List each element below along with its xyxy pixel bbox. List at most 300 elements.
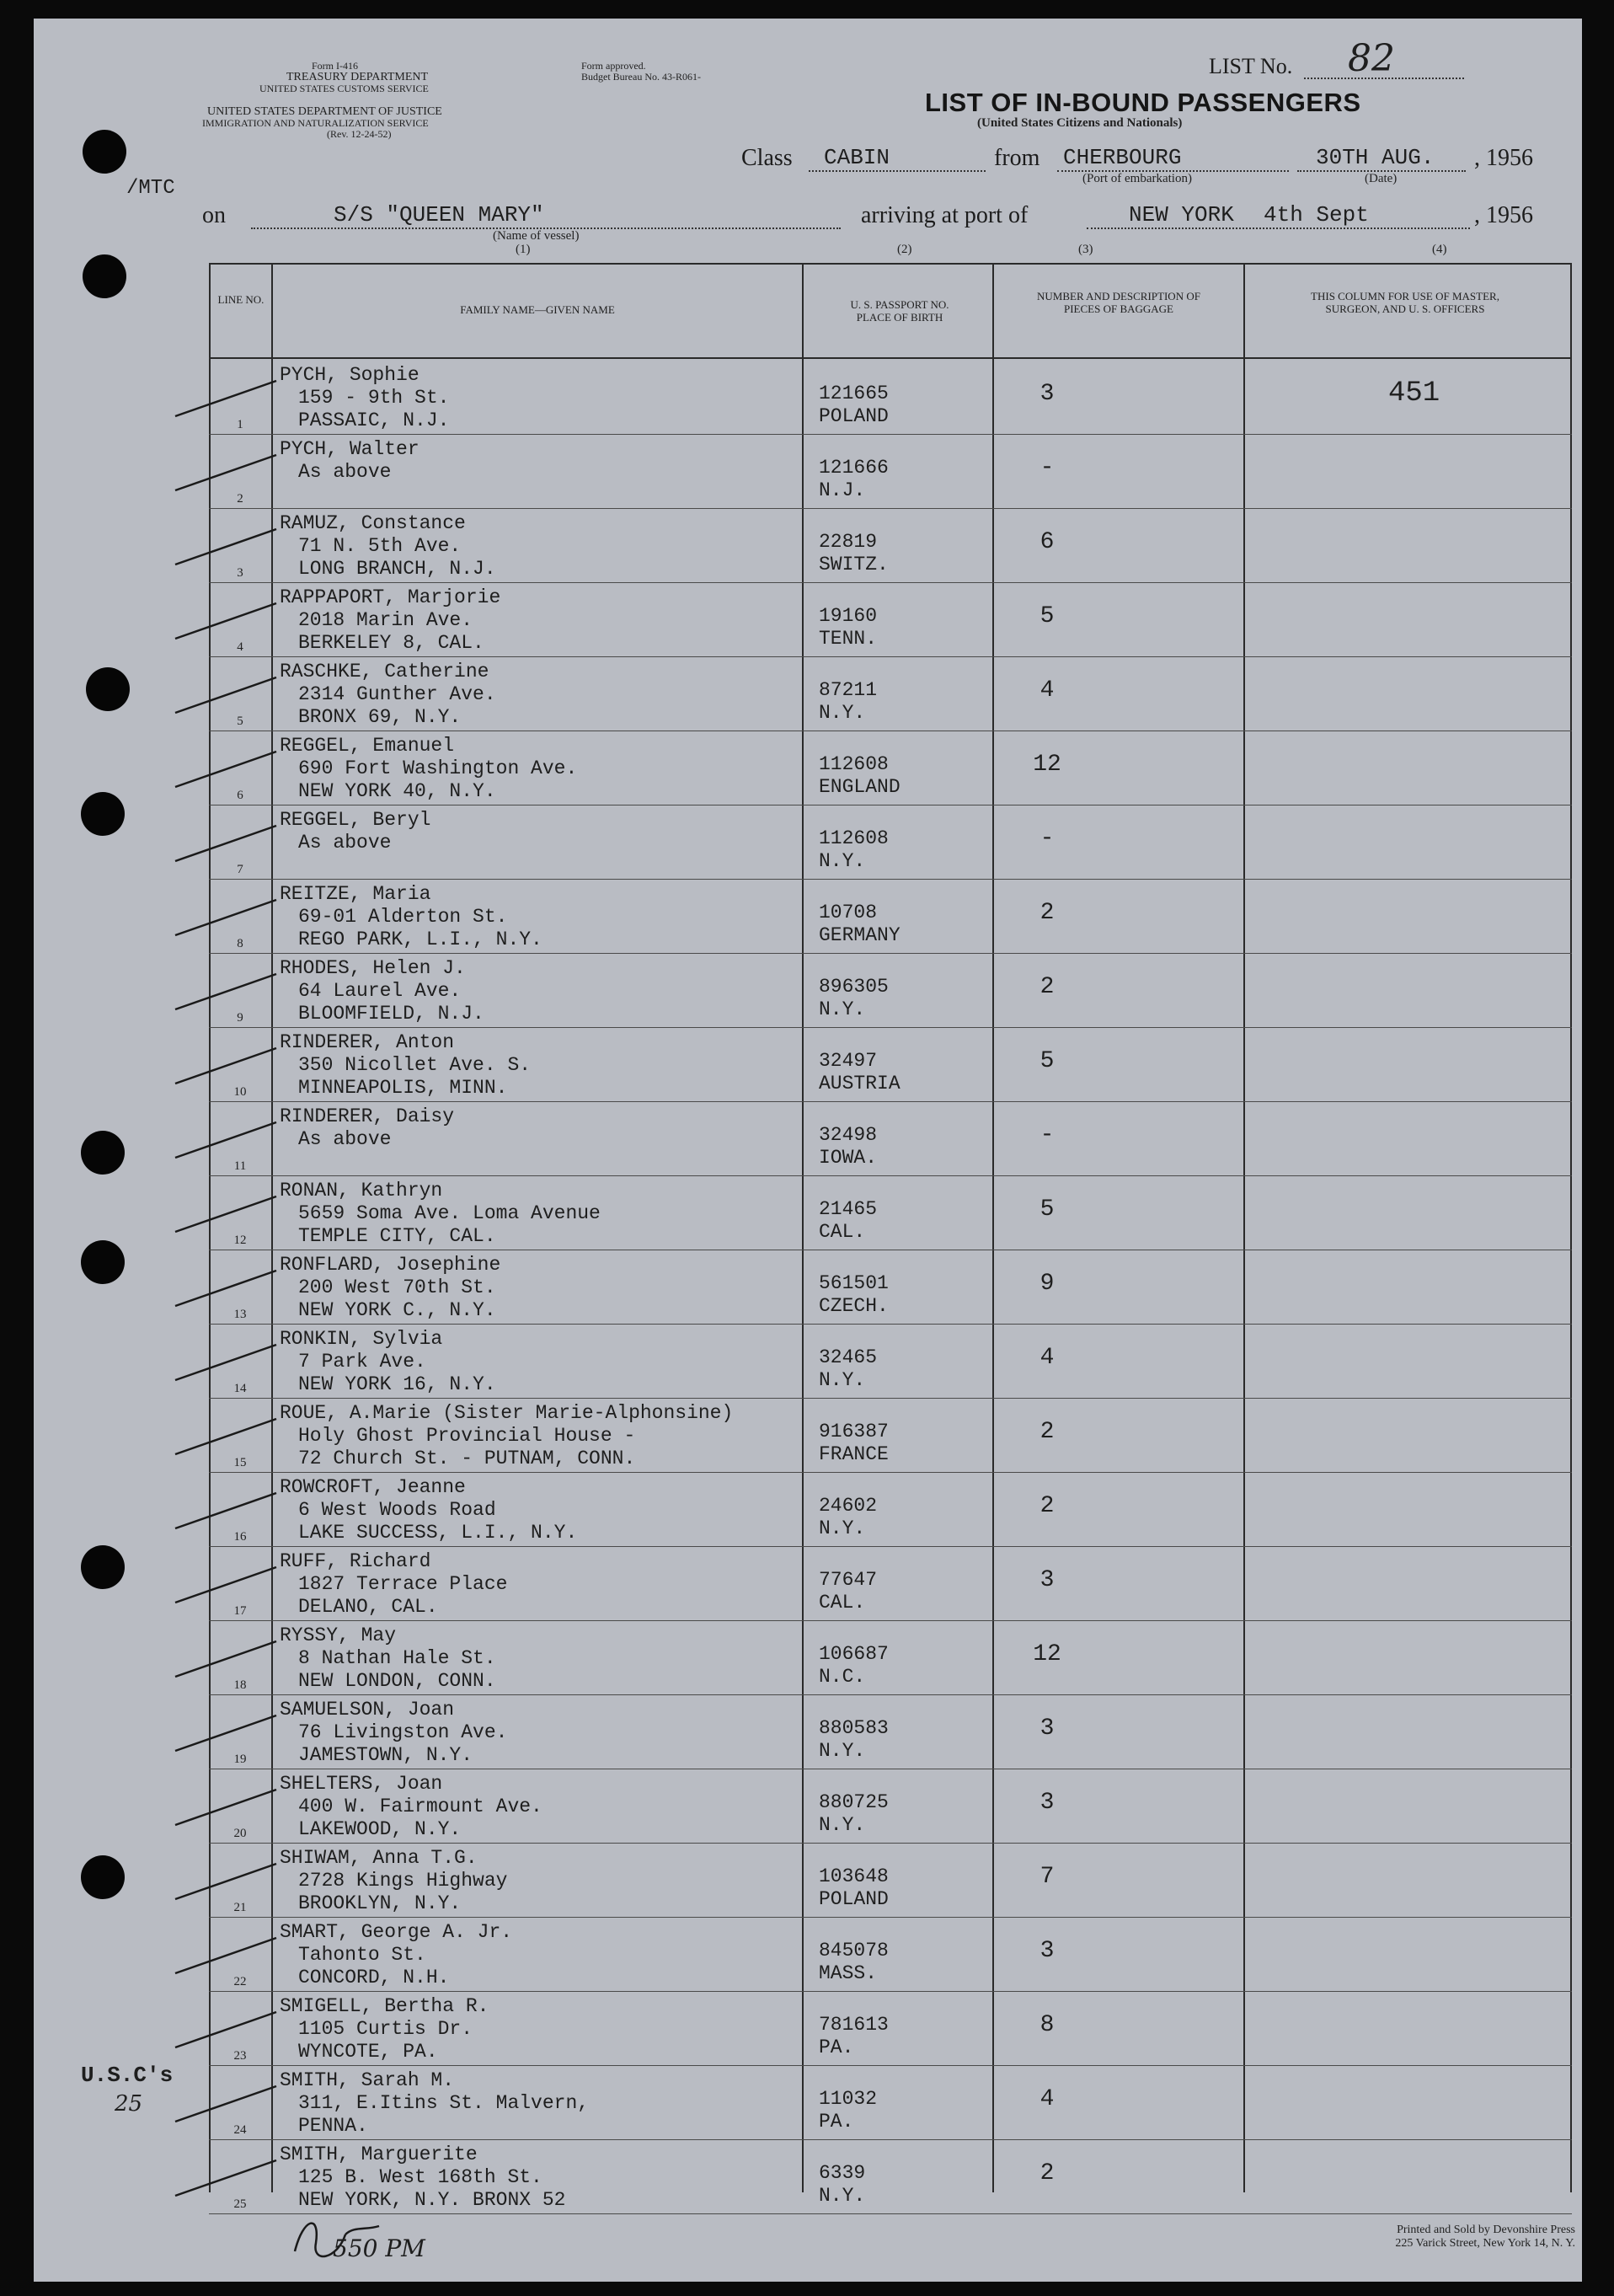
address-line-2: DELANO, CAL.	[298, 1596, 438, 1618]
passenger-entry	[280, 1402, 733, 1470]
officer-note: 451	[1388, 377, 1440, 409]
vessel-name: S/S "QUEEN MARY"	[334, 202, 544, 227]
address-line-1: 200 West 70th St.	[298, 1276, 496, 1298]
passenger-name: SHELTERS, Joan	[280, 1773, 443, 1795]
passenger-name: ROWCROFT, Jeanne	[280, 1476, 466, 1498]
header-line-no: LINE NO.	[217, 293, 265, 306]
passenger-name: SMITH, Sarah M.	[280, 2069, 455, 2091]
embark-year: , 1956	[1474, 145, 1533, 171]
table-row	[209, 2140, 1572, 2214]
address-line-1: 64 Laurel Ave.	[298, 980, 462, 1002]
header-divider	[209, 357, 1572, 359]
passenger-name: RONAN, Kathryn	[280, 1180, 443, 1202]
address-line-1: 350 Nicollet Ave. S.	[298, 1054, 532, 1076]
passenger-entry	[280, 661, 496, 729]
table-row	[209, 880, 1572, 954]
passport-number: 112608	[819, 753, 889, 775]
passenger-entry	[280, 1550, 507, 1619]
passenger-name: ROUE, A.Marie (Sister Marie-Alphonsine)	[280, 1402, 734, 1424]
passport-entry	[819, 1346, 877, 1392]
passport-entry	[819, 1717, 889, 1763]
place-of-birth: N.Y.	[819, 702, 866, 724]
line-number: 3	[237, 566, 243, 580]
department-of-justice: UNITED STATES DEPARTMENT OF JUSTICE	[207, 105, 442, 118]
place-of-birth: N.Y.	[819, 1814, 866, 1836]
baggage-count: 2	[1039, 2160, 1055, 2186]
table-row	[209, 1547, 1572, 1621]
baggage-count: 4	[1039, 1345, 1055, 1371]
table-row	[209, 1102, 1572, 1176]
document-sheet	[34, 19, 1582, 2282]
place-of-birth: FRANCE	[819, 1443, 889, 1465]
passenger-name: RYSSY, May	[280, 1624, 397, 1646]
address-line-1: Tahonto St.	[298, 1944, 426, 1966]
passenger-table	[209, 263, 1572, 2211]
address-line-1: As above	[298, 1128, 392, 1150]
row-divider	[209, 2213, 1572, 2214]
passport-number: 32465	[819, 1346, 878, 1368]
punch-hole	[86, 667, 130, 711]
baggage-count: 4	[1039, 2086, 1055, 2112]
address-line-2: TEMPLE CITY, CAL.	[298, 1225, 496, 1247]
baggage-count: 2	[1039, 1419, 1055, 1445]
passport-number: 32497	[819, 1050, 878, 1072]
line-number: 9	[237, 1011, 243, 1025]
passenger-name: RINDERER, Daisy	[280, 1105, 455, 1127]
address-line-2: CONCORD, N.H.	[298, 1967, 450, 1988]
baggage-count: -	[1039, 826, 1055, 852]
customs-service: UNITED STATES CUSTOMS SERVICE	[259, 83, 429, 94]
table-row	[209, 1621, 1572, 1695]
table-row	[209, 435, 1572, 509]
passport-entry	[819, 383, 889, 428]
passport-entry	[819, 1198, 877, 1244]
passport-number: 6339	[819, 2162, 866, 2184]
place-of-birth: GERMANY	[819, 924, 901, 946]
passenger-entry	[280, 1105, 454, 1151]
address-line-2: BRONX 69, N.Y.	[298, 706, 462, 728]
line-number: 17	[233, 1604, 247, 1618]
passenger-entry	[280, 2069, 589, 2138]
passport-entry	[819, 1940, 889, 1985]
punch-hole	[81, 1131, 125, 1175]
passport-number: 845078	[819, 1940, 889, 1962]
passport-entry	[819, 679, 877, 725]
line-number: 23	[233, 2049, 247, 2063]
address-line-2: MINNEAPOLIS, MINN.	[298, 1077, 508, 1099]
baggage-count: 7	[1039, 1864, 1055, 1890]
form-approved: Form approved.	[581, 60, 646, 72]
punch-hole	[81, 1545, 125, 1589]
passport-number: 103648	[819, 1865, 889, 1887]
passport-entry	[819, 1495, 877, 1540]
passport-entry	[819, 457, 889, 502]
line-number: 8	[237, 937, 243, 950]
address-line-1: Holy Ghost Provincial House -	[298, 1425, 636, 1447]
passenger-entry	[280, 586, 500, 655]
passport-number: 880583	[819, 1717, 889, 1739]
immigration-service: IMMIGRATION AND NATURALIZATION SERVICE	[202, 117, 429, 129]
passport-number: 106687	[819, 1643, 889, 1665]
line-number: 13	[233, 1308, 247, 1321]
address-line-1: 2018 Marin Ave.	[298, 609, 473, 631]
passenger-name: RAPPAPORT, Marjorie	[280, 586, 501, 608]
on-label: on	[202, 202, 226, 228]
line-number: 19	[233, 1753, 247, 1766]
side-note-number: 25	[115, 2091, 143, 2117]
passport-entry	[819, 2014, 889, 2059]
passenger-name: REGGEL, Emanuel	[280, 735, 455, 757]
port-embark-caption: (Port of embarkation)	[1082, 172, 1192, 185]
date-caption: (Date)	[1365, 172, 1398, 185]
list-number: 82	[1348, 37, 1395, 80]
passenger-name: PYCH, Walter	[280, 438, 420, 460]
table-row	[209, 583, 1572, 657]
passenger-name: RINDERER, Anton	[280, 1031, 455, 1053]
passenger-entry	[280, 1847, 507, 1915]
table-row	[209, 1769, 1572, 1844]
passport-number: 121665	[819, 383, 889, 404]
class-value: CABIN	[824, 145, 890, 170]
passport-entry	[819, 1050, 901, 1095]
baggage-count: 2	[1039, 974, 1055, 1000]
arrival-year: , 1956	[1474, 202, 1533, 228]
passport-number: 19160	[819, 605, 878, 627]
col-ref-4: (4)	[1432, 243, 1447, 256]
punch-hole	[83, 254, 126, 298]
baggage-count: 5	[1039, 1196, 1055, 1223]
from-label: from	[994, 145, 1040, 171]
address-line-1: 69-01 Alderton St.	[298, 906, 508, 928]
passenger-entry	[280, 1699, 507, 1767]
address-line-2: LAKEWOOD, N.Y.	[298, 1818, 462, 1840]
line-number: 7	[237, 863, 243, 876]
address-line-1: 2314 Gunther Ave.	[298, 683, 496, 705]
passenger-entry	[280, 883, 542, 951]
punch-hole	[83, 130, 126, 174]
passport-number: 561501	[819, 1272, 889, 1294]
passport-entry	[819, 1569, 877, 1614]
col-ref-2: (2)	[897, 243, 912, 256]
address-line-1: As above	[298, 461, 392, 483]
line-number: 10	[233, 1085, 247, 1099]
passenger-entry	[280, 1031, 531, 1100]
passenger-name: RAMUZ, Constance	[280, 512, 466, 534]
punch-hole	[81, 792, 125, 836]
passport-entry	[819, 902, 901, 947]
place-of-birth: PA.	[819, 2111, 854, 2133]
passenger-entry	[280, 1773, 542, 1841]
passport-entry	[819, 2088, 877, 2133]
passport-entry	[819, 1124, 877, 1169]
address-line-1: 690 Fort Washington Ave.	[298, 757, 578, 779]
address-line-2: JAMESTOWN, N.Y.	[298, 1744, 473, 1766]
passenger-name: PYCH, Sophie	[280, 364, 420, 386]
address-line-1: 1827 Terrace Place	[298, 1573, 508, 1595]
passenger-entry	[280, 1328, 496, 1396]
table-row	[209, 1399, 1572, 1473]
place-of-birth: MASS.	[819, 1962, 878, 1984]
passenger-name: RASCHKE, Catherine	[280, 661, 489, 682]
margin-note: /MTC	[126, 177, 175, 200]
place-of-birth: N.Y.	[819, 1517, 866, 1539]
place-of-birth: IOWA.	[819, 1147, 878, 1169]
place-of-birth: SWITZ.	[819, 554, 889, 575]
table-row	[209, 731, 1572, 805]
line-number: 5	[237, 714, 243, 728]
line-number: 11	[233, 1159, 247, 1173]
baggage-count: 9	[1039, 1271, 1055, 1297]
address-line-1: 5659 Soma Ave. Loma Avenue	[298, 1202, 601, 1224]
form-subtitle: (United States Citizens and Nationals)	[977, 116, 1183, 130]
line-number: 16	[233, 1530, 247, 1544]
arrival-underline	[1087, 227, 1470, 229]
place-of-birth: N.J.	[819, 479, 866, 501]
address-line-2: BERKELEY 8, CAL.	[298, 632, 484, 654]
address-line-1: 7 Park Ave.	[298, 1351, 426, 1373]
line-number: 12	[233, 1234, 247, 1247]
passenger-entry	[280, 1476, 577, 1544]
baggage-count: 6	[1039, 529, 1055, 555]
line-number: 1	[237, 418, 243, 431]
address-line-1: As above	[298, 832, 392, 854]
table-row	[209, 1918, 1572, 1992]
passport-number: 121666	[819, 457, 889, 479]
passport-entry	[819, 605, 877, 650]
class-label: Class	[741, 145, 793, 171]
address-line-2: 72 Church St. - PUTNAM, CONN.	[298, 1448, 636, 1469]
passport-number: 781613	[819, 2014, 889, 2036]
place-of-birth: N.Y.	[819, 2185, 866, 2207]
place-of-birth: ENGLAND	[819, 776, 901, 798]
address-line-2: WYNCOTE, PA.	[298, 2041, 438, 2063]
table-row	[209, 657, 1572, 731]
table-border-top	[209, 263, 1572, 265]
port-of-embarkation: CHERBOURG	[1063, 145, 1182, 170]
line-number: 6	[237, 789, 243, 802]
line-number: 4	[237, 640, 243, 654]
address-line-2: NEW YORK C., N.Y.	[298, 1299, 496, 1321]
passport-entry	[819, 2162, 865, 2208]
passenger-name: REGGEL, Beryl	[280, 809, 431, 831]
passenger-entry	[280, 512, 496, 581]
passenger-name: RHODES, Helen J.	[280, 957, 466, 979]
address-line-1: 311, E.Itins St. Malvern,	[298, 2092, 590, 2114]
passport-number: 916387	[819, 1421, 889, 1442]
passenger-entry	[280, 1254, 500, 1322]
passport-number: 24602	[819, 1495, 878, 1517]
place-of-birth: N.Y.	[819, 850, 866, 872]
address-line-2: NEW YORK 16, N.Y.	[298, 1373, 496, 1395]
form-number: Form I-416	[312, 60, 358, 72]
passenger-name: RONFLARD, Josephine	[280, 1254, 501, 1276]
address-line-1: 6 West Woods Road	[298, 1499, 496, 1521]
passport-number: 880725	[819, 1791, 889, 1813]
passport-entry	[819, 1272, 889, 1318]
place-of-birth: N.Y.	[819, 1740, 866, 1762]
address-line-2: BLOOMFIELD, N.J.	[298, 1003, 484, 1025]
address-line-2: PASSAIC, N.J.	[298, 409, 450, 431]
printer-credit-1: Printed and Sold by Devonshire Press	[1397, 2224, 1575, 2236]
address-line-2: NEW LONDON, CONN.	[298, 1670, 496, 1692]
baggage-count: -	[1039, 1122, 1055, 1148]
punch-hole	[81, 1240, 125, 1284]
address-line-2: NEW YORK 40, N.Y.	[298, 780, 496, 802]
place-of-birth: N.Y.	[819, 1369, 866, 1391]
passenger-name: SMIGELL, Bertha R.	[280, 1995, 489, 2017]
passport-entry	[819, 1865, 889, 1911]
baggage-count: 4	[1039, 677, 1055, 704]
passport-number: 77647	[819, 1569, 878, 1591]
place-of-birth: PA.	[819, 2036, 854, 2058]
class-underline	[809, 170, 986, 172]
address-line-1: 8 Nathan Hale St.	[298, 1647, 496, 1669]
address-line-1: 76 Livingston Ave.	[298, 1721, 508, 1743]
table-row	[209, 1473, 1572, 1547]
baggage-count: 3	[1039, 1790, 1055, 1816]
place-of-birth: N.Y.	[819, 998, 866, 1020]
passport-entry	[819, 1421, 889, 1466]
address-line-2: NEW YORK, N.Y. BRONX 52	[298, 2189, 566, 2211]
table-row	[209, 1695, 1572, 1769]
punch-hole	[81, 1855, 125, 1899]
table-row	[209, 1325, 1572, 1399]
passenger-entry	[280, 1624, 496, 1693]
list-number-label: LIST No.	[1209, 54, 1293, 78]
address-line-1: 1105 Curtis Dr.	[298, 2018, 473, 2040]
arrival-port: NEW YORK	[1129, 202, 1234, 227]
passport-number: 22819	[819, 531, 878, 553]
table-row	[209, 1844, 1572, 1918]
table-row	[209, 1250, 1572, 1325]
passport-number: 11032	[819, 2088, 878, 2110]
place-of-birth: POLAND	[819, 1888, 889, 1910]
passenger-entry	[280, 1995, 489, 2063]
passport-number: 896305	[819, 976, 889, 998]
passenger-name: REITZE, Maria	[280, 883, 431, 905]
arrival-date: 4th Sept	[1264, 202, 1369, 227]
treasury-department: TREASURY DEPARTMENT	[286, 71, 429, 83]
passport-number: 21465	[819, 1198, 878, 1220]
passenger-entry	[280, 1180, 601, 1248]
passport-entry	[819, 1643, 889, 1689]
table-row	[209, 509, 1572, 583]
baggage-count: 12	[1033, 1641, 1061, 1667]
address-line-2: REGO PARK, L.I., N.Y.	[298, 929, 542, 950]
signature: 550 PM	[333, 2234, 425, 2262]
baggage-count: 2	[1039, 900, 1055, 926]
address-line-1: 159 - 9th St.	[298, 387, 450, 409]
line-number: 21	[233, 1901, 247, 1914]
line-number: 15	[233, 1456, 247, 1469]
passenger-name: SMART, George A. Jr.	[280, 1921, 513, 1943]
header-name: FAMILY NAME—GIVEN NAME	[460, 303, 615, 316]
place-of-birth: N.C.	[819, 1666, 866, 1688]
passport-number: 32498	[819, 1124, 878, 1146]
vessel-caption: (Name of vessel)	[493, 229, 580, 243]
baggage-count: 3	[1039, 1938, 1055, 1964]
passport-entry	[819, 531, 889, 576]
passenger-name: RONKIN, Sylvia	[280, 1328, 443, 1350]
table-row	[209, 1992, 1572, 2066]
baggage-count: -	[1039, 455, 1055, 481]
passport-entry	[819, 753, 901, 799]
baggage-count: 2	[1039, 1493, 1055, 1519]
baggage-count: 8	[1039, 2012, 1055, 2038]
header-baggage: NUMBER AND DESCRIPTION OF PIECES OF BAGGAGE	[1037, 290, 1200, 315]
table-row	[209, 1176, 1572, 1250]
address-line-1: 2728 Kings Highway	[298, 1870, 508, 1892]
place-of-birth: CZECH.	[819, 1295, 889, 1317]
passenger-name: SAMUELSON, Joan	[280, 1699, 455, 1721]
baggage-count: 3	[1039, 1567, 1055, 1593]
passenger-entry	[280, 809, 430, 854]
col-ref-1: (1)	[516, 243, 531, 256]
passenger-entry	[280, 957, 484, 1025]
col-ref-3: (3)	[1078, 243, 1093, 256]
line-number: 22	[233, 1975, 247, 1988]
passport-entry	[819, 1791, 889, 1837]
line-number: 20	[233, 1827, 247, 1840]
passenger-entry	[280, 438, 420, 484]
printer-credit-2: 225 Varick Street, New York 14, N. Y.	[1395, 2237, 1575, 2250]
line-number: 25	[233, 2197, 247, 2211]
passenger-name: SMITH, Marguerite	[280, 2143, 478, 2165]
place-of-birth: CAL.	[819, 1592, 866, 1614]
address-line-2: BROOKLYN, N.Y.	[298, 1892, 462, 1914]
address-line-1: 71 N. 5th Ave.	[298, 535, 462, 557]
budget-bureau: Budget Bureau No. 43-R061-	[581, 71, 701, 83]
passport-entry	[819, 827, 889, 873]
line-number: 24	[233, 2123, 247, 2137]
place-of-birth: CAL.	[819, 1221, 866, 1243]
passport-number: 112608	[819, 827, 889, 849]
table-row	[209, 954, 1572, 1028]
passenger-name: RUFF, Richard	[280, 1550, 431, 1572]
baggage-count: 12	[1033, 752, 1061, 778]
line-number: 14	[233, 1382, 247, 1395]
baggage-count: 3	[1039, 1715, 1055, 1742]
baggage-count: 5	[1039, 603, 1055, 629]
header-officers: THIS COLUMN FOR USE OF MASTER, SURGEON, AND U. S. OFFICERS	[1311, 290, 1499, 315]
passenger-name: SHIWAM, Anna T.G.	[280, 1847, 478, 1869]
passenger-entry	[280, 735, 577, 803]
address-line-1: 125 B. West 168th St.	[298, 2166, 542, 2188]
table-row	[209, 1028, 1572, 1102]
place-of-birth: AUSTRIA	[819, 1073, 901, 1094]
form-title: LIST OF IN-BOUND PASSENGERS	[925, 88, 1361, 117]
table-row	[209, 2066, 1572, 2140]
baggage-count: 5	[1039, 1048, 1055, 1074]
address-line-2: LAKE SUCCESS, L.I., N.Y.	[298, 1522, 578, 1544]
side-note: U.S.C's	[81, 2063, 174, 2088]
line-number: 2	[237, 492, 243, 506]
passenger-entry	[280, 1921, 512, 1989]
address-line-2: PENNA.	[298, 2115, 368, 2137]
table-row	[209, 805, 1572, 880]
passenger-entry	[280, 364, 449, 432]
address-line-2: LONG BRANCH, N.J.	[298, 558, 496, 580]
passenger-entry	[280, 2143, 565, 2212]
place-of-birth: POLAND	[819, 405, 889, 427]
baggage-count: 3	[1039, 381, 1055, 407]
passport-number: 10708	[819, 902, 878, 923]
passport-number: 87211	[819, 679, 878, 701]
header-passport: U. S. PASSPORT NO. PLACE OF BIRTH	[850, 298, 949, 324]
arriving-label: arriving at port of	[861, 202, 1029, 228]
passport-entry	[819, 976, 889, 1021]
table-row	[209, 361, 1572, 435]
